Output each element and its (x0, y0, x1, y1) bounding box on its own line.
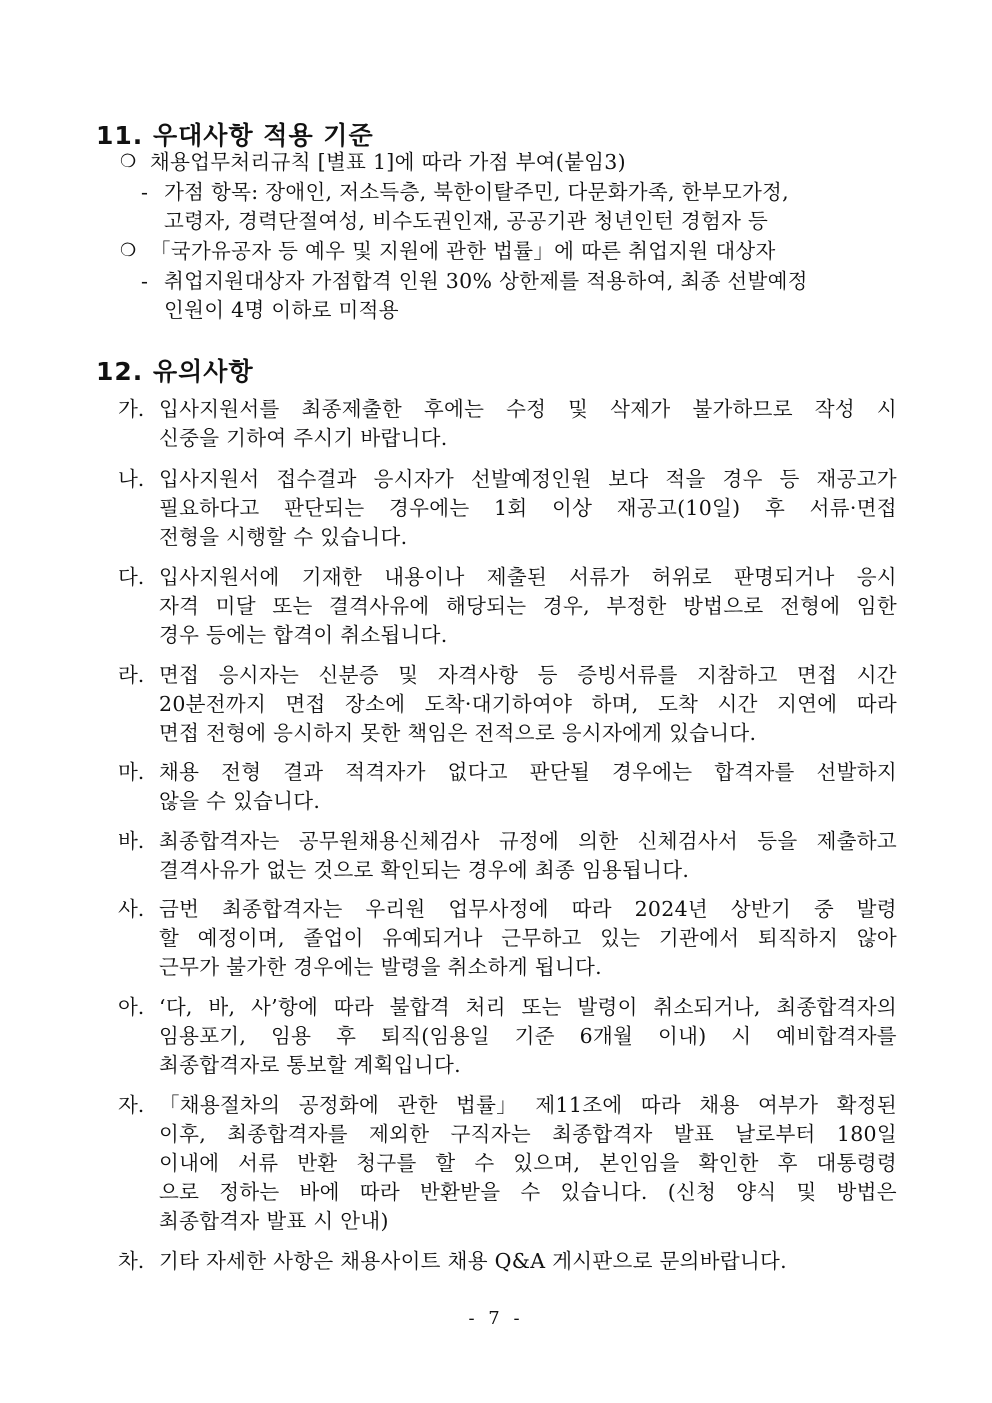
section-11-bullet-2-text: 「국가유공자 등 예우 및 지원에 관한 법률」에 따른 취업지원 대상자 (150, 239, 776, 263)
notice-item-ja-line-5: 최종합격자 발표 시 안내) (159, 1209, 389, 1233)
notice-item-sa-marker: 사. (118, 897, 145, 921)
notice-item-cha-marker: 차. (118, 1249, 145, 1273)
notice-item-ra-line-1: 면접 응시자는 신분증 및 자격사항 등 증빙서류를 지참하고 면접 시간 (159, 663, 897, 687)
notice-item-ja-line-4: 으로 정하는 바에 따라 반환받을 수 있습니다. (신청 양식 및 방법은 (159, 1180, 897, 1204)
section-11-sub-1-line-2: 고령자, 경력단절여성, 비수도권인재, 공공기관 청년인턴 경험자 등 (164, 209, 769, 233)
notice-item-ra-marker: 라. (118, 663, 145, 687)
section-11-sub-1-line-1: 가점 항목: 장애인, 저소득층, 북한이탈주민, 다문화가족, 한부모가정, (164, 180, 789, 204)
notice-item-ja-line-3: 이내에 서류 반환 청구를 할 수 있으며, 본인임을 확인한 후 대통령령 (159, 1151, 897, 1175)
notice-item-sa-line-3: 근무가 불가한 경우에는 발령을 취소하게 됩니다. (159, 955, 602, 979)
notice-item-ga-marker: 가. (118, 397, 145, 421)
sub-1-marker: - (141, 180, 148, 204)
notice-item-ja-line-2: 이후, 최종합격자를 제외한 구직자는 최종합격자 발표 날로부터 180일 (159, 1122, 897, 1146)
section-12-title: 12. 유의사항 (96, 357, 254, 386)
section-11-title: 11. 우대사항 적용 기준 (96, 121, 374, 150)
notice-item-da-line-2: 자격 미달 또는 결격사유에 해당되는 경우, 부정한 방법으로 전형에 임한 (159, 594, 897, 618)
notice-item-a-line-2: 임용포기, 임용 후 퇴직(임용일 기준 6개월 이내) 시 예비합격자를 (159, 1024, 897, 1048)
section-11-sub-2-line-1: 취업지원대상자 가점합격 인원 30% 상한제를 적용하여, 최종 선발예정 (164, 269, 808, 293)
notice-item-ba-line-1: 최종합격자는 공무원채용신체검사 규정에 의한 신체검사서 등을 제출하고 (159, 829, 897, 853)
bullet-2-icon: ❍ (120, 240, 137, 261)
notice-item-na-line-1: 입사지원서 접수결과 응시자가 선발예정인원 보다 적을 경우 등 재공고가 (159, 467, 897, 491)
notice-item-ja-marker: 자. (118, 1093, 145, 1117)
notice-item-ma-marker: 마. (118, 760, 145, 784)
notice-item-da-line-1: 입사지원서에 기재한 내용이나 제출된 서류가 허위로 판명되거나 응시 (159, 565, 897, 589)
notice-item-ga-line-2: 신중을 기하여 주시기 바랍니다. (159, 426, 448, 450)
notice-item-ra-line-3: 면접 전형에 응시하지 못한 책임은 전적으로 응시자에게 있습니다. (159, 721, 757, 745)
notice-item-ga-line-1: 입사지원서를 최종제출한 후에는 수정 및 삭제가 불가하므로 작성 시 (159, 397, 897, 421)
notice-item-cha-line-1: 기타 자세한 사항은 채용사이트 채용 Q&A 게시판으로 문의바랍니다. (159, 1249, 787, 1273)
notice-item-ra-line-2: 20분전까지 면접 장소에 도착·대기하여야 하며, 도착 시간 지연에 따라 (159, 692, 897, 716)
notice-item-ba-line-2: 결격사유가 없는 것으로 확인되는 경우에 최종 임용됩니다. (159, 858, 690, 882)
notice-item-na-marker: 나. (118, 467, 145, 491)
notice-item-sa-line-2: 할 예정이며, 졸업이 유예되거나 근무하고 있는 기관에서 퇴직하지 않아 (159, 926, 897, 950)
notice-item-sa-line-1: 금번 최종합격자는 우리원 업무사정에 따라 2024년 상반기 중 발령 (159, 897, 897, 921)
bullet-1-icon: ❍ (120, 151, 137, 172)
notice-item-ja-line-1: 「채용절차의 공정화에 관한 법률」 제11조에 따라 채용 여부가 확정된 (159, 1093, 897, 1117)
page-number: - 7 - (468, 1308, 524, 1329)
notice-item-na-line-3: 전형을 시행할 수 있습니다. (159, 525, 408, 549)
notice-item-ma-line-1: 채용 전형 결과 적격자가 없다고 판단될 경우에는 합격자를 선발하지 (159, 760, 897, 784)
notice-item-da-line-3: 경우 등에는 합격이 취소됩니다. (159, 623, 448, 647)
notice-item-a-marker: 아. (118, 995, 145, 1019)
notice-item-a-line-1: ‘다, 바, 사’항에 따라 불합격 처리 또는 발령이 취소되거나, 최종합격자의 (159, 995, 897, 1019)
notice-item-na-line-2: 필요하다고 판단되는 경우에는 1회 이상 재공고(10일) 후 서류·면접 (159, 496, 897, 520)
sub-2-marker: - (141, 269, 148, 293)
section-11-sub-2-line-2: 인원이 4명 이하로 미적용 (164, 298, 399, 322)
notice-item-ba-marker: 바. (118, 829, 145, 853)
notice-item-ma-line-2: 않을 수 있습니다. (159, 789, 321, 813)
notice-item-da-marker: 다. (118, 565, 145, 589)
section-11-bullet-1-text: 채용업무처리규칙 [별표 1]에 따라 가점 부여(붙임3) (150, 150, 626, 174)
notice-item-a-line-3: 최종합격자로 통보할 계획입니다. (159, 1053, 461, 1077)
